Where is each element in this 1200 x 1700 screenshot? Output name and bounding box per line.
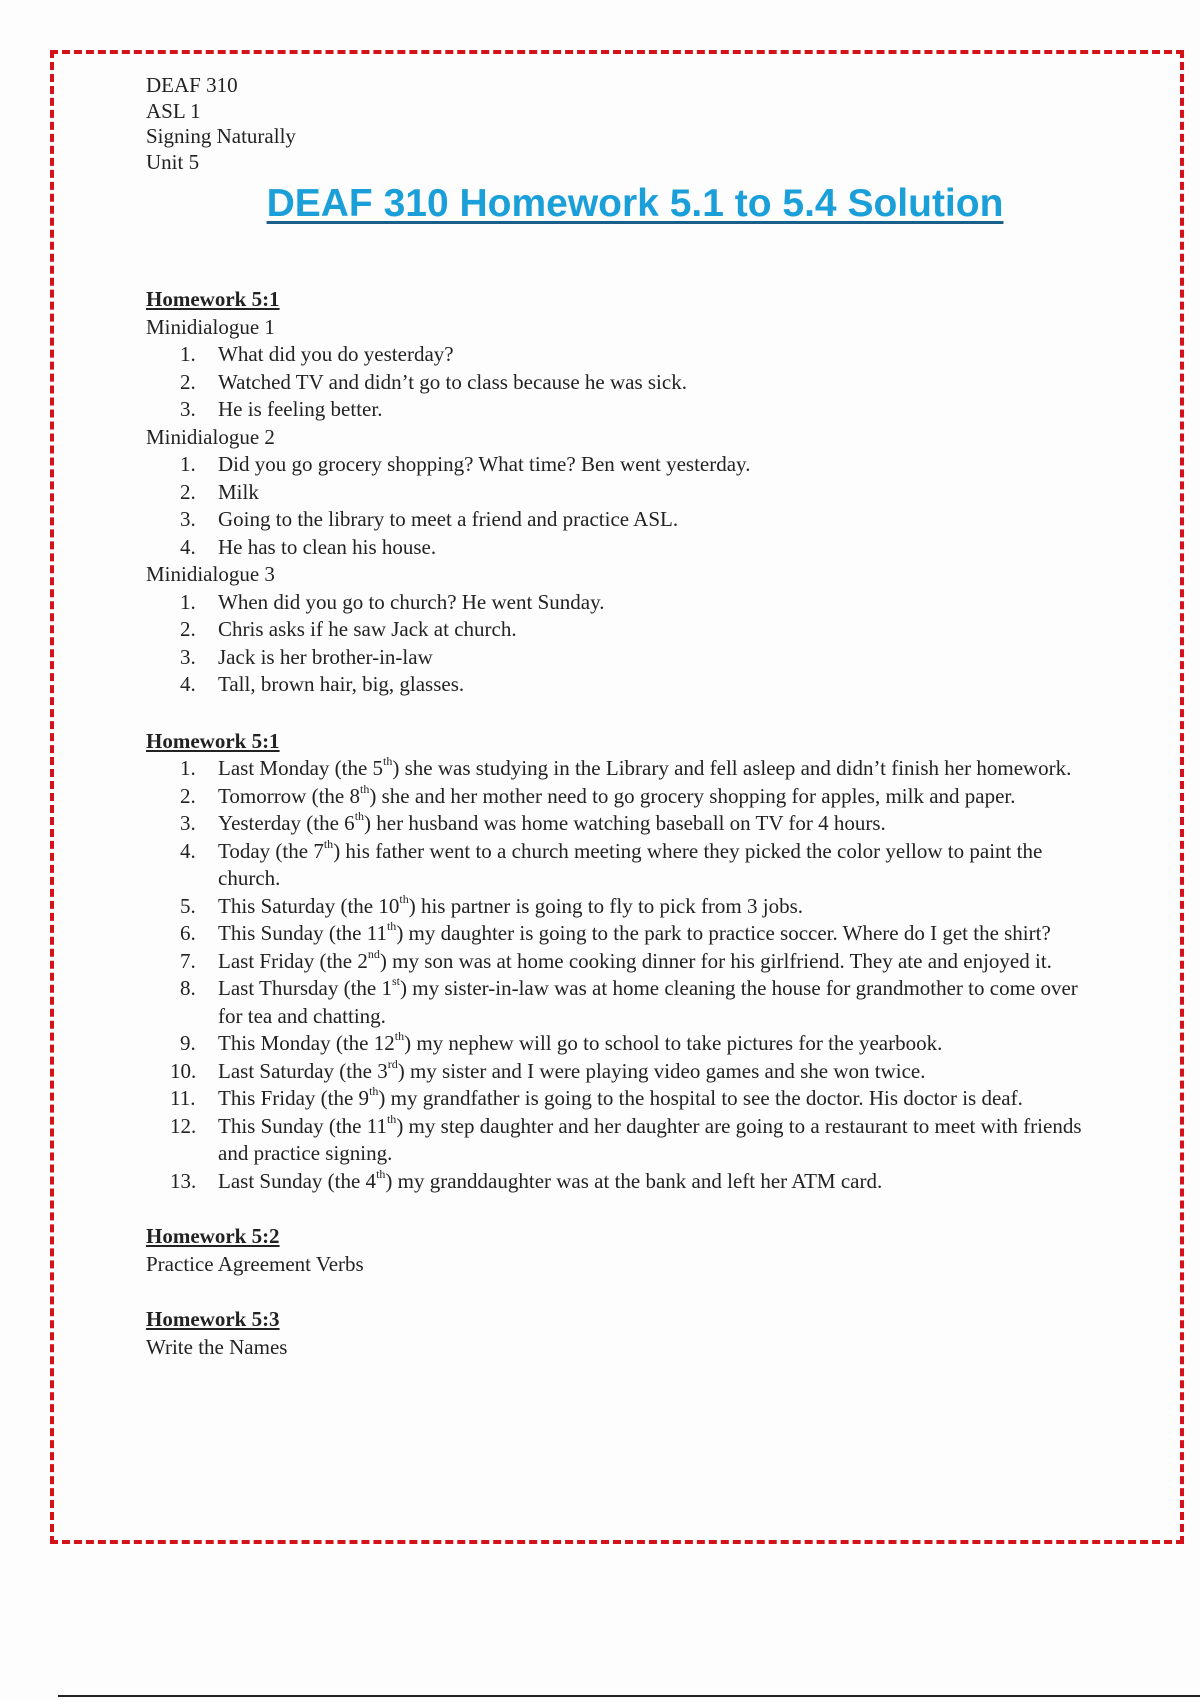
list-item-text: Tall, brown hair, big, glasses. <box>218 672 465 696</box>
ordinal-suffix: rd <box>387 1056 398 1071</box>
list-item <box>146 589 1106 617</box>
list-number: 1. <box>180 756 196 780</box>
list-number: 10. <box>170 1058 197 1083</box>
section-heading: Homework 5:1 <box>146 728 280 753</box>
sentence-text-start: This Saturday (the 10 <box>218 893 400 918</box>
course-level: ASL 1 <box>146 98 201 123</box>
sentence-text-start: This Friday (the 9 <box>218 1086 370 1110</box>
sentence-text-start: This Sunday (the 11 <box>218 1113 387 1138</box>
list-number: 12. <box>170 1113 197 1138</box>
list-number: 2. <box>180 783 196 808</box>
sentence-text-end: ) my sister-in-law was at home cleaning the house for grandmother to come over for tea and chatting. <box>218 976 1078 1028</box>
ordinal-suffix: th <box>386 919 397 933</box>
section-text: Write the Names <box>146 1334 288 1359</box>
list-number: 2. <box>180 617 196 641</box>
section-homework-5-1-sentences <box>146 728 1106 1196</box>
list-number: 3. <box>180 397 196 421</box>
page-bottom-rule <box>58 1695 1200 1697</box>
list-item <box>146 755 1106 783</box>
sentence-text-end: ) his father went to a church meeting where they picked the color yellow to paint the church. <box>218 838 1043 890</box>
ordinal-suffix: th <box>386 1111 397 1126</box>
list-item <box>146 396 1106 424</box>
list-number: 4. <box>180 534 196 559</box>
sentence-text-start: Last Friday (the 2 <box>218 948 368 973</box>
list-number: 13. <box>170 1168 197 1193</box>
minidialogue-answers <box>146 341 1106 424</box>
list-item-text: He is feeling better. <box>218 397 383 421</box>
list-number: 6. <box>180 921 196 945</box>
minidialogue-label: Minidialogue 1 <box>146 314 275 339</box>
list-number: 2. <box>180 479 196 504</box>
list-item <box>146 506 1106 534</box>
ordinal-suffix: th <box>323 836 334 851</box>
list-item-text: Chris asks if he saw Jack at church. <box>218 617 517 641</box>
page-title: DEAF 310 Homework 5.1 to 5.4 Solution <box>266 182 1004 225</box>
list-item <box>146 1030 1106 1058</box>
list-number: 9. <box>180 1031 196 1055</box>
unit-label: Unit 5 <box>146 149 200 174</box>
sentence-text-end: ) his partner is going to fly to pick from 3 jobs. <box>408 893 804 918</box>
sentence-text-start: This Monday (the 12 <box>218 1031 395 1055</box>
document-body <box>146 73 1106 1361</box>
ordinal-suffix: th <box>360 781 370 796</box>
list-number: 3. <box>180 507 196 531</box>
list-item-text: What did you do yesterday? <box>218 342 454 366</box>
course-header <box>146 73 1106 175</box>
ordinal-suffix: nd <box>367 946 380 961</box>
list-number: 3. <box>180 644 196 669</box>
list-item-text: When did you go to church? He went Sunday. <box>218 589 605 614</box>
list-item-text: Going to the library to meet a friend and practice ASL. <box>218 507 679 531</box>
list-number: 1. <box>180 589 196 614</box>
section-heading: Homework 5:3 <box>146 1307 280 1331</box>
list-number: 7. <box>180 948 196 973</box>
list-item <box>146 948 1106 976</box>
list-number: 8. <box>180 976 196 1000</box>
list-item <box>146 1085 1106 1113</box>
sentence-text-start: Last Thursday (the 1 <box>218 976 392 1000</box>
ordinal-suffix: th <box>369 1084 379 1098</box>
list-item <box>146 1168 1106 1196</box>
list-item-text: He has to clean his house. <box>218 534 437 559</box>
list-item <box>146 341 1106 369</box>
list-item <box>146 838 1106 893</box>
list-number: 1. <box>180 452 196 476</box>
list-item <box>146 369 1106 397</box>
list-number: 4. <box>180 838 196 863</box>
list-item <box>146 644 1106 672</box>
list-item <box>146 975 1106 1030</box>
sentence-text-end: ) my daughter is going to the park to practice soccer. Where do I get the shirt? <box>396 921 1051 945</box>
list-item <box>146 534 1106 562</box>
sentence-text-end: ) my sister and I were playing video games and she won twice. <box>397 1058 926 1083</box>
list-item-text: Jack is her brother-in-law <box>218 644 433 669</box>
sentence-text-start: Tomorrow (the 8 <box>218 783 360 808</box>
textbook-name: Signing Naturally <box>146 124 296 148</box>
sentence-text-start: Yesterday (the 6 <box>218 811 355 835</box>
sentence-text-end: ) my grandfather is going to the hospital to see the doctor. His doctor is deaf. <box>378 1086 1023 1110</box>
sentence-text-end: ) she and her mother need to go grocery shopping for apples, milk and paper. <box>369 783 1016 808</box>
list-item <box>146 671 1106 699</box>
sentence-text-end: ) my nephew will go to school to take pictures for the yearbook. <box>404 1031 943 1055</box>
ordinal-suffix: th <box>399 891 409 906</box>
list-item-text: Did you go grocery shopping? What time? Ben went yesterday. <box>218 452 751 476</box>
ordinal-suffix: th <box>394 1029 405 1043</box>
sentence-text-end: ) she was studying in the Library and fell asleep and didn’t finish her homework. <box>392 756 1072 780</box>
sentence-text-end: ) my son was at home cooking dinner for his girlfriend. They ate and enjoyed it. <box>379 948 1052 973</box>
ordinal-suffix: th <box>376 1166 386 1181</box>
section-homework-5-3 <box>146 1306 1106 1361</box>
minidialogue-answers <box>146 589 1106 699</box>
sentence-text-end: ) my step daughter and her daughter are going to a restaurant to meet with friends and practice signing. <box>218 1113 1082 1165</box>
list-number: 1. <box>180 342 196 366</box>
list-item <box>146 616 1106 644</box>
list-item-text: Watched TV and didn’t go to class because he was sick. <box>218 369 687 394</box>
minidialogue-answers <box>146 451 1106 561</box>
sentence-text-start: This Sunday (the 11 <box>218 921 387 945</box>
list-item <box>146 810 1106 838</box>
list-item <box>146 451 1106 479</box>
minidialogue-label: Minidialogue 3 <box>146 562 275 586</box>
list-number: 11. <box>170 1086 196 1110</box>
ordinal-suffix: th <box>383 754 393 768</box>
sentence-text-start: Today (the 7 <box>218 838 324 863</box>
section-homework-5-1-dialogues <box>146 286 1106 699</box>
section-text: Practice Agreement Verbs <box>146 1251 364 1276</box>
section-heading: Homework 5:1 <box>146 287 280 311</box>
section-homework-5-2 <box>146 1223 1106 1278</box>
sentence-text-end: ) her husband was home watching baseball on TV for 4 hours. <box>364 811 886 835</box>
list-item <box>146 1058 1106 1086</box>
course-code: DEAF 310 <box>146 73 238 97</box>
minidialogue-label: Minidialogue 2 <box>146 424 275 449</box>
list-number: 2. <box>180 369 196 394</box>
list-item <box>146 1113 1106 1168</box>
list-item-text: Milk <box>218 479 259 504</box>
sentence-text-start: Last Sunday (the 4 <box>218 1168 377 1193</box>
section-heading: Homework 5:2 <box>146 1224 280 1248</box>
list-number: 3. <box>180 811 196 835</box>
sentence-text-start: Last Monday (the 5 <box>218 756 384 780</box>
sentence-text-end: ) my granddaughter was at the bank and left her ATM card. <box>385 1168 883 1193</box>
ordinal-suffix: th <box>354 809 365 823</box>
list-item <box>146 893 1106 921</box>
ordinal-suffix: st <box>392 974 401 988</box>
list-item <box>146 920 1106 948</box>
list-item <box>146 783 1106 811</box>
sentence-text-start: Last Saturday (the 3 <box>218 1058 388 1083</box>
list-number: 4. <box>180 672 196 696</box>
list-number: 5. <box>180 893 196 918</box>
list-item <box>146 479 1106 507</box>
